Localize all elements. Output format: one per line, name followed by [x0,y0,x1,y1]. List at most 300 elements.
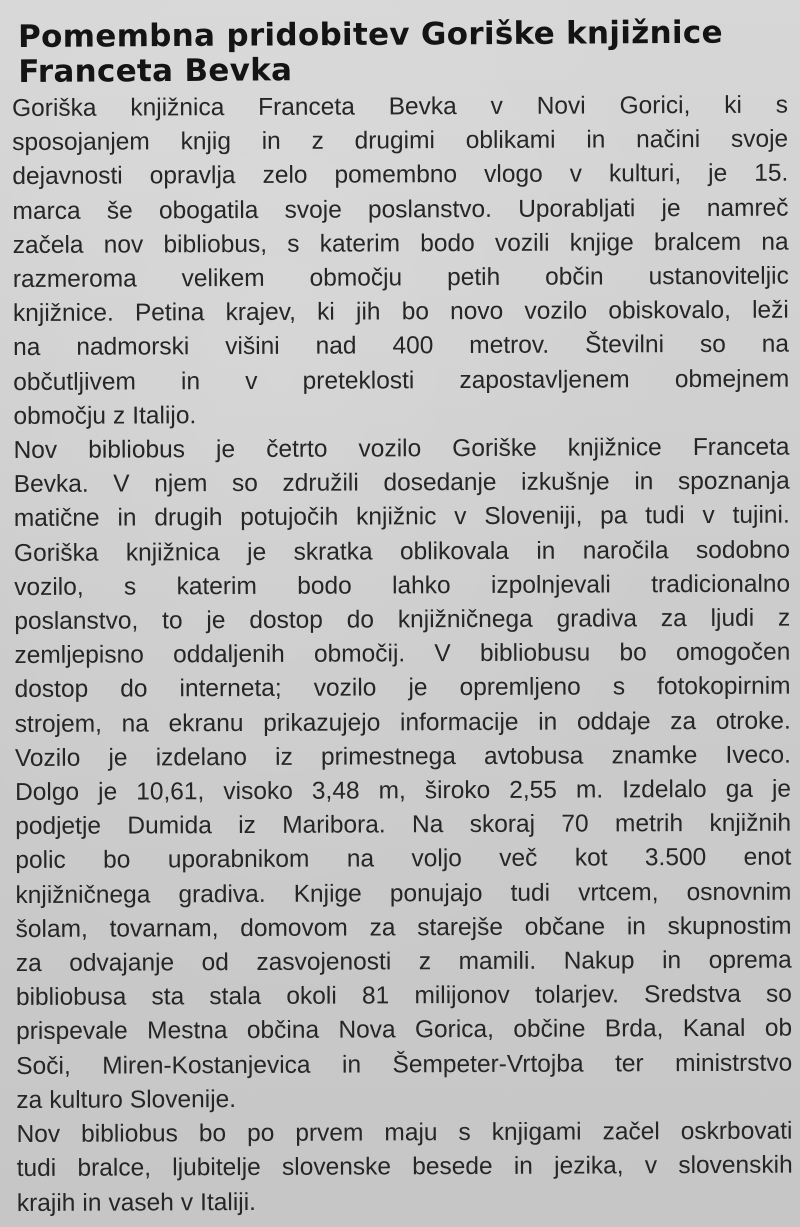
word: s [612,673,626,701]
word: četrto [266,435,328,463]
word: Številni [584,331,665,359]
word: začela [12,231,84,259]
word: Sloveniji, [484,502,583,531]
word: bralce, [77,1154,152,1183]
word: Franceta [258,93,355,121]
word: občutljivem [13,368,136,396]
word: do [346,606,375,634]
word: Goriška [12,94,97,122]
word: 81 [361,982,390,1010]
article-body [12,89,793,1221]
word: sta [151,983,185,1011]
word: razmeroma [12,265,137,294]
word: 3,48 [311,777,360,805]
text-line [14,465,790,503]
word: oblikovala [399,537,509,565]
word: slovenske [281,1153,392,1182]
word: obmejnem [674,365,790,393]
word: besede [412,1153,493,1181]
word: na [761,331,790,359]
word: občine [513,1015,586,1044]
word: Izdelalo [622,776,707,804]
word: je [108,744,128,772]
word: je [408,674,428,702]
word: pa [600,502,628,530]
word: vozilo [524,297,588,325]
text-line [12,157,788,195]
word: oddaje [576,707,651,736]
text-line [14,602,790,640]
word: do [120,675,148,703]
word: Mestna [147,1017,228,1045]
word: 10,61, [136,778,205,806]
word: bibliobusa [15,983,127,1012]
word: bo [619,639,647,667]
word: ga [725,775,753,803]
word: dosedanje [383,469,497,497]
text-line [17,1183,793,1221]
word: metrih [614,810,684,838]
word: Nakup [563,947,635,975]
word: občane [524,913,606,941]
word: območju [13,402,107,430]
word: maju [384,1119,438,1147]
word: 70 [561,810,589,838]
word: nov [103,231,144,259]
word: bibliobus, [163,230,268,259]
text-line [16,1115,792,1153]
word: njem [154,470,208,498]
word: milijonov [414,982,510,1010]
word: drugih [154,504,223,532]
word: bodo [297,572,352,600]
word: podjetje [15,812,102,841]
word: združili [282,469,359,498]
word: in [536,537,556,565]
word: Bevka. [13,470,89,499]
text-line [15,670,791,708]
word: ponujajo [389,879,483,908]
word: oskrbovati [680,1117,793,1146]
word: primestnega [320,742,456,771]
word: je [708,160,728,188]
word: osnovnim [686,878,792,906]
word: knjižnic [356,503,437,531]
text-line [13,225,789,263]
word: voljo [411,845,462,873]
text-line [13,396,789,434]
word: za [670,707,697,735]
word: sposojanjem [12,128,150,157]
word: z [418,948,432,976]
word: knjižničnega [15,881,151,909]
word: vozilo [313,674,377,703]
word: ki [317,298,335,326]
word: po [247,1119,275,1148]
word: Na [411,811,444,839]
word: vozilo [358,435,422,463]
word: V [113,470,130,498]
word: tudi [510,879,551,907]
word: Goriške [452,434,537,463]
word: ljudi [710,604,755,633]
word: z [112,402,126,430]
text-line [13,294,789,332]
word: je [661,194,681,222]
word: knjigami [491,1118,582,1147]
word: vrtcem, [578,878,659,907]
word: bo [401,298,430,326]
text-line [15,807,791,845]
word: velikem [181,264,265,293]
word: poslanstvo, [14,607,139,636]
word: starejše [417,913,504,942]
word: v [644,1152,658,1180]
article-title [12,15,788,90]
word: zemljepisno [14,641,144,670]
text-line [13,260,789,298]
word: metrov. [469,332,550,360]
word: z [311,127,324,155]
word: Vozilo [14,744,81,772]
word: bo [198,1120,227,1148]
word: široko [424,776,491,805]
word: 2,55 [509,776,557,804]
word: skupnostim [667,912,792,941]
word: prikazujejo [263,709,381,737]
word: kot [574,844,608,873]
word: tradicionalno [651,570,791,599]
word: dostop [249,606,323,635]
word: omogočen [675,638,791,667]
word: knjižnih [709,809,792,838]
word: knjižnica [125,538,220,567]
word: v [245,367,258,395]
word: namreč [706,194,789,222]
word: knjige [569,229,634,257]
word: Uporabljati [518,194,636,223]
word: V [434,640,451,668]
word: občin [545,263,604,291]
word: Slovenije. [129,1085,237,1114]
word: na [761,228,789,256]
word: odvajanje [69,949,175,977]
word: območju [309,264,403,292]
word: novo [450,298,504,326]
word: stala [209,983,262,1011]
word: 15. [754,160,789,188]
text-line [15,773,791,811]
text-line [16,1046,792,1084]
word: slovenskih [678,1151,793,1180]
word: v [702,502,715,530]
text-line [16,1080,792,1118]
word: je [247,538,267,566]
text-line [17,1149,793,1187]
word: nadmorski [76,333,190,362]
word: okoli [286,982,337,1011]
word: za [15,949,42,978]
word: skoraj [469,810,536,839]
word: knjižnica [130,94,225,122]
word: knjižnice [567,434,662,462]
text-line [15,704,791,742]
word: ob [764,1015,793,1043]
text-line [14,499,790,537]
word: in [341,1051,362,1079]
word: Knjige [293,880,362,908]
text-line [13,328,789,366]
text-line [16,1012,792,1050]
word: ustanoviteljic [648,262,789,291]
word: Italiji. [200,1188,256,1216]
word: in [180,367,201,395]
word: polic [15,847,66,875]
word: in [634,468,654,496]
text-line [15,738,791,776]
word: na [121,710,149,738]
word: nad [315,332,357,361]
word: od [201,949,229,977]
word: 3.500 [644,844,707,872]
word: Soči, [16,1052,71,1080]
word: izkušnje [521,468,610,497]
word: Italijo. [132,402,197,430]
word: opremljeno [459,673,581,702]
text-line [16,909,792,947]
word: enot [743,844,792,872]
word: knjižničnega [397,605,533,634]
word: znamke [611,741,698,770]
word: in [261,128,281,156]
word: m, [378,777,406,805]
word: in [538,708,558,736]
word: z [777,604,791,632]
text-line [15,875,791,913]
word: krajev, [225,298,296,327]
word: višini [225,333,280,361]
word: začel [602,1118,660,1146]
word: iz [238,812,256,840]
word: Brda, [604,1015,664,1043]
word: Sredstva [644,981,741,1009]
word: izpolnjevali [490,571,611,599]
word: Miren-Kostanjevica [102,1051,311,1080]
word: dejavnosti [12,162,123,191]
word: bo [103,846,131,875]
word: izdelano [155,743,248,772]
word: opravlja [149,162,236,190]
word: prispevale [16,1017,128,1046]
word: v [490,92,503,120]
word: svoje [730,125,789,154]
word: bodo [420,229,475,258]
word: leži [752,296,789,324]
word: pomembno [334,161,458,189]
word: s [458,1119,471,1147]
word: ljubitelje [172,1154,261,1182]
word: v [569,160,583,188]
word: v [180,1188,194,1216]
word: potujočih [240,504,339,532]
word: s [123,573,137,601]
text-line [12,89,788,127]
word: bibliobus [81,1120,178,1148]
title-line: Franceta Bevka [18,52,293,90]
word: so [231,470,258,498]
word: tolarjev. [534,981,619,1010]
word: bibliobus [88,436,185,464]
text-line [12,123,788,161]
word: več [499,845,538,873]
word: Dumida [127,812,212,840]
word: zelo [262,162,308,190]
word: Nov [16,1120,61,1149]
word: domovom [240,914,348,942]
word: in [662,947,682,975]
word: Nova [338,1016,396,1045]
word: knjižnice. [12,299,114,328]
word: načini [636,126,701,154]
word: strojem, [14,710,102,738]
text-line [14,636,790,674]
word: kulturo [49,1086,123,1114]
word: Gorici, [619,92,691,120]
word: prvem [295,1119,364,1147]
word: in [626,913,646,941]
word: in [513,1153,533,1181]
text-line [14,533,790,571]
word: skratka [293,538,373,566]
word: območij. [313,640,406,668]
word: obiskovalo, [608,297,731,325]
word: Gorica, [414,1016,494,1044]
word: s [775,91,789,119]
word: 400 [392,332,434,360]
word: na [13,334,41,362]
word: mamili. [458,947,537,976]
article-paragraph [16,1115,792,1221]
word: s [287,230,300,258]
word: je [771,775,792,803]
word: Iveco. [725,741,791,769]
word: petih [446,263,501,292]
word: ekranu [168,709,244,737]
word: za [660,605,687,633]
word: gradiva. [178,880,266,908]
word: Šempeter-Vrtojba [392,1050,584,1079]
word: preteklosti [302,366,415,395]
word: sodobno [695,536,791,564]
word: vaseh [108,1188,174,1217]
word: Petina [134,299,205,327]
word: uporabnikom [167,846,310,874]
word: m. [575,776,604,804]
word: avtobusa [483,742,584,770]
word: Goriška [13,539,99,567]
word: občina [246,1017,320,1045]
word: bibliobusu [479,639,591,668]
word: jih [355,298,381,326]
word: naročila [582,536,669,565]
text-line [13,362,789,400]
word: oddaljenih [172,641,285,669]
word: spoznanja [677,467,790,496]
word: oblikami [465,126,556,155]
word: in [117,504,137,532]
word: tujini. [732,502,790,530]
word: fotokopirnim [657,673,791,701]
word: vozilo, [14,573,84,601]
word: in [586,126,606,154]
word: za [16,1086,43,1114]
word: lahko [392,571,451,600]
word: kulturi, [608,160,682,188]
word: je [98,778,118,806]
word: zapostavljenem [459,365,630,394]
word: katerim [319,230,401,258]
word: oprema [708,946,792,975]
text-line [15,841,791,879]
word: informacije [399,708,519,736]
word: tudi [16,1155,57,1183]
word: drugimi [354,127,435,155]
word: knjig [180,128,231,156]
word: šolam, [15,915,88,943]
word: vozili [494,229,550,257]
word: Dolgo [14,778,80,807]
word: tovarnam, [109,914,219,943]
text-line [13,431,789,469]
text-line [16,978,792,1016]
word: to [162,607,183,635]
text-line [16,944,792,982]
word: so [699,331,726,359]
word: bralcem [653,228,742,257]
word: krajih [16,1189,76,1217]
word: je [215,436,236,464]
text-line [14,567,790,605]
word: svoje [284,196,342,224]
article-paragraph [12,89,789,434]
word: matične [13,505,100,533]
word: zasvojenosti [256,948,392,977]
word: ki [724,91,742,119]
word: je [206,607,226,635]
word: Novi [536,92,586,120]
text-line [12,191,788,229]
word: Bevka [388,93,457,121]
word: dostop [14,676,89,704]
word: Franceta [692,433,790,462]
word: marca [12,197,81,225]
word: obogatila [158,196,259,224]
word: poslanstvo. [367,195,493,224]
word: Maribora. [282,811,386,840]
word: visoko [223,777,293,806]
word: in [82,1189,102,1217]
word: vlogo [484,161,543,189]
word: interneta; [179,675,282,703]
word: Kanal [682,1015,746,1043]
word: še [106,197,133,225]
word: jezika, [554,1152,624,1180]
word: ministrstvo [675,1049,793,1077]
word: za [369,914,396,942]
word: so [765,980,792,1008]
word: na [346,845,375,874]
word: otroke. [715,707,791,735]
